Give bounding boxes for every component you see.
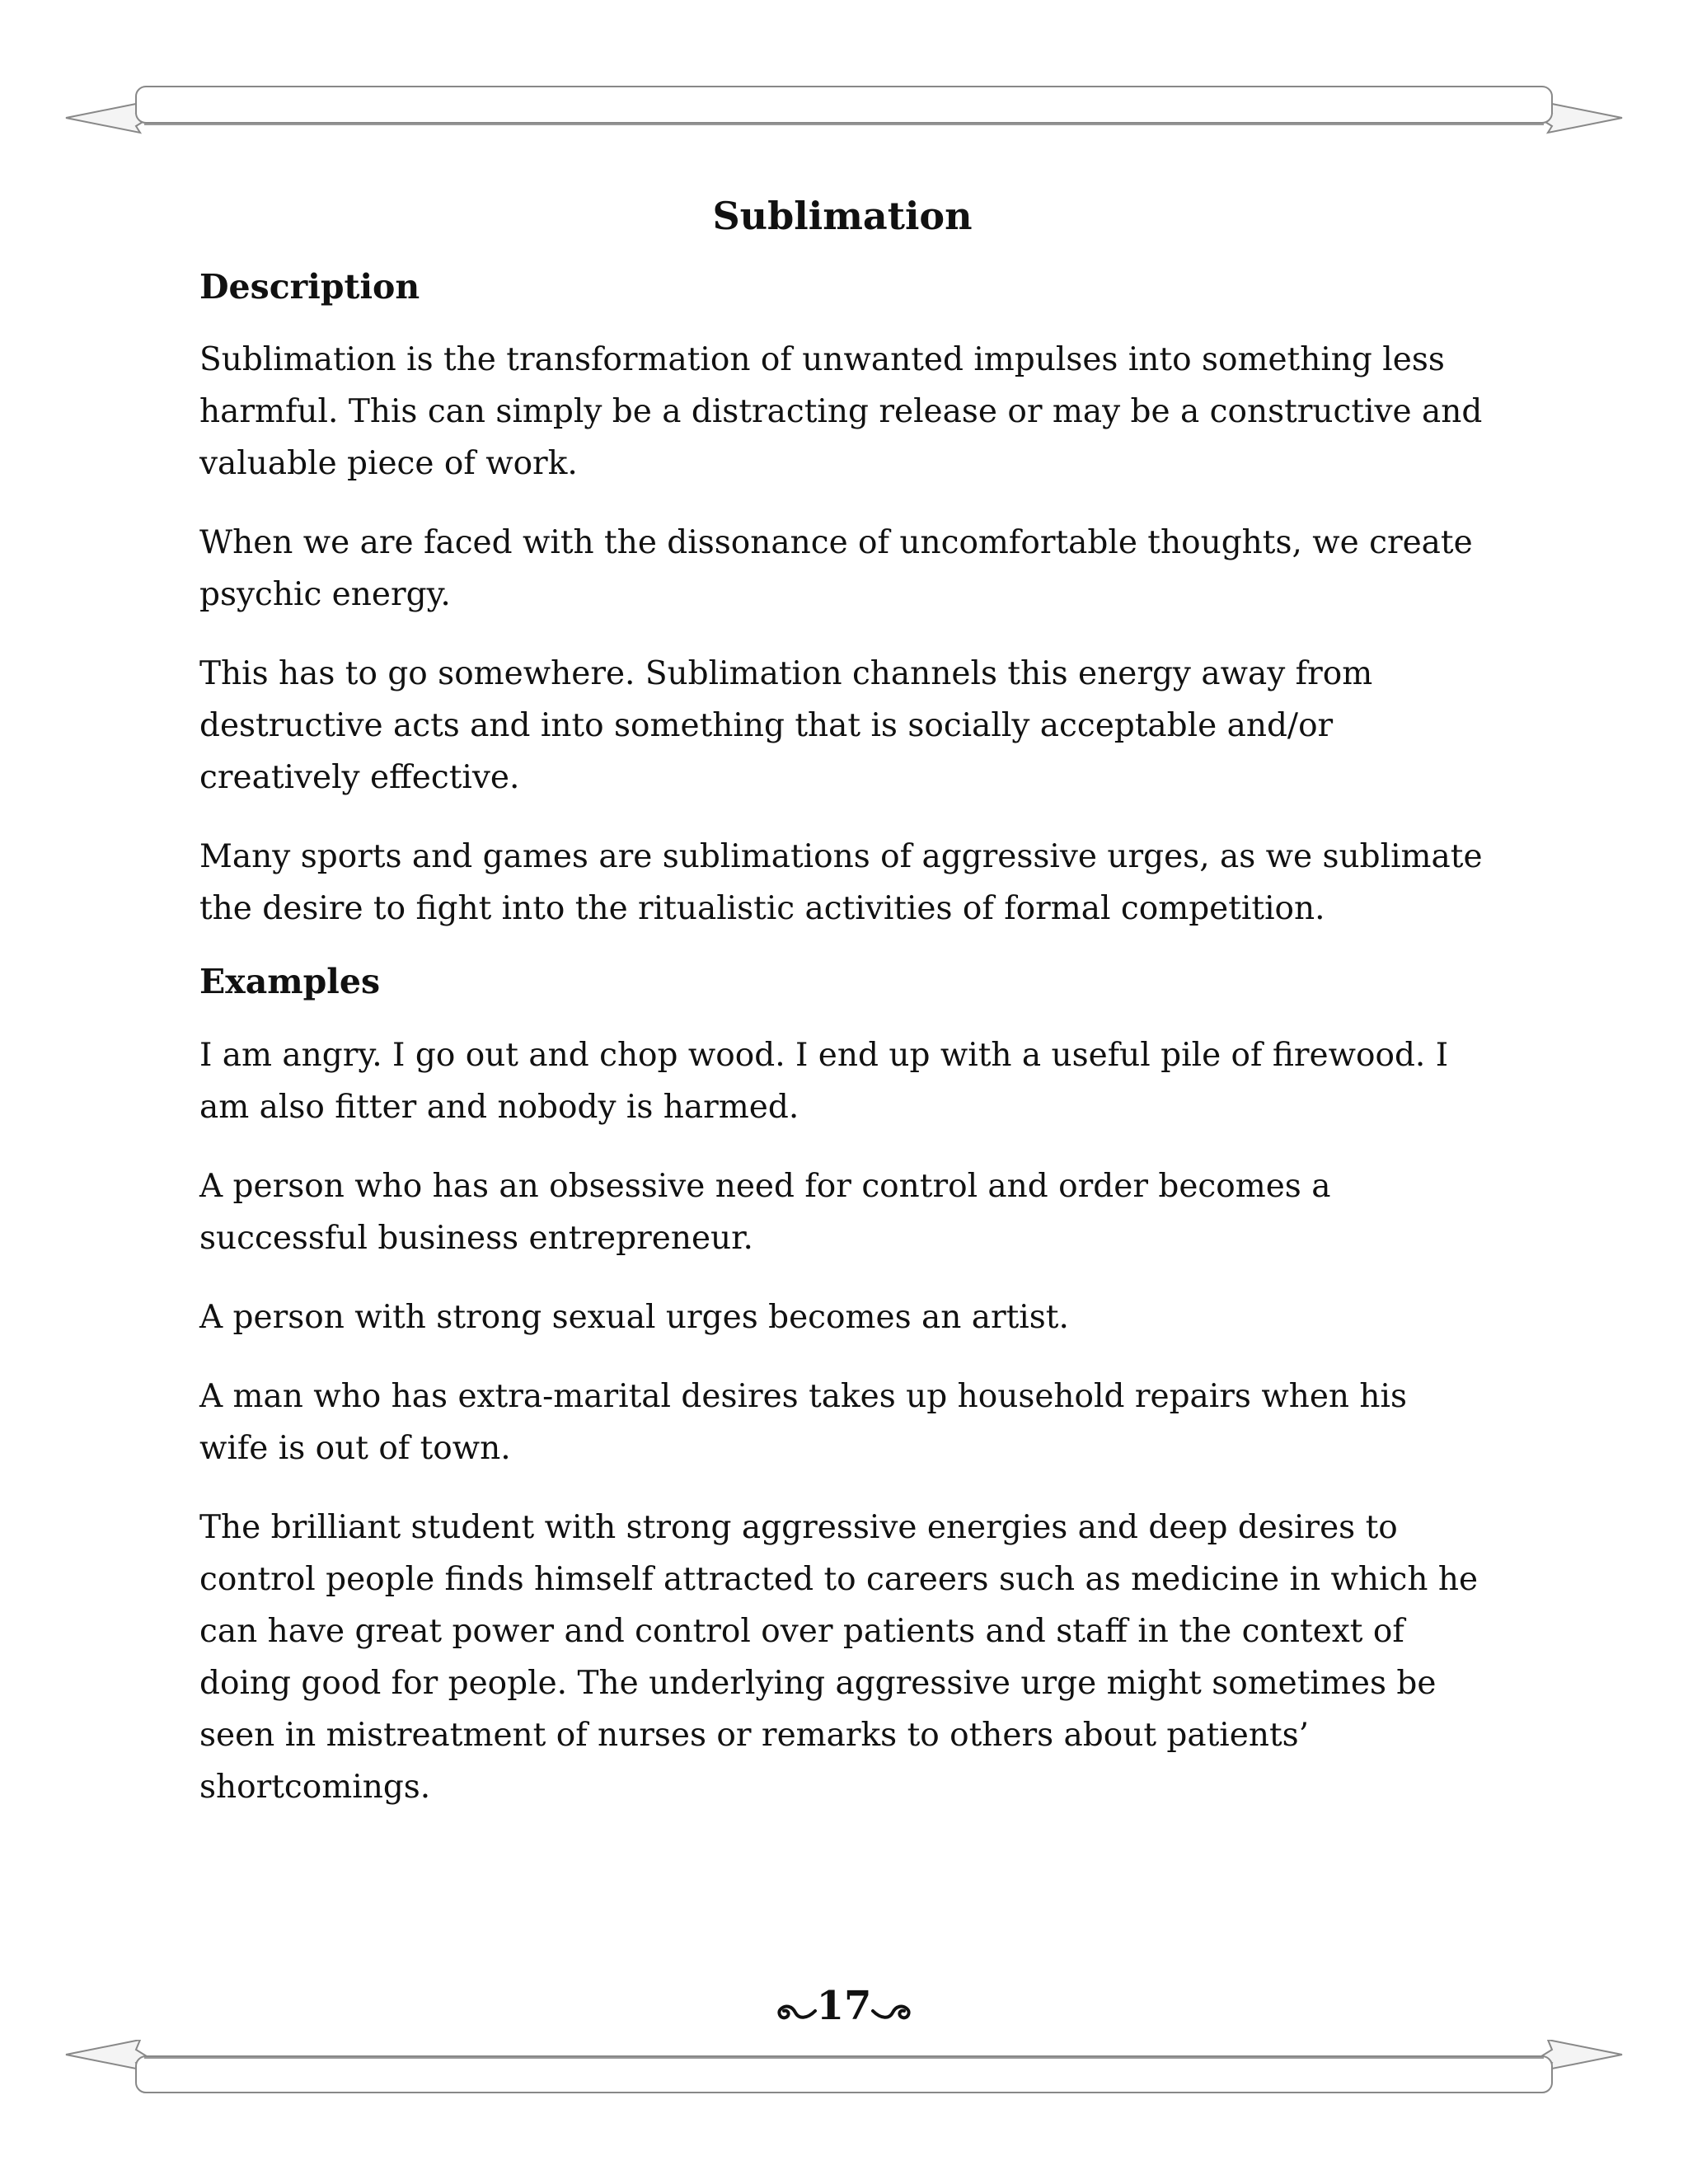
paragraph: I am angry. I go out and chop wood. I end up with a useful pile of firewood. I am also fitter and nobody is harmed. (199, 1036, 1449, 1126)
ornament-left-icon (774, 1994, 817, 2024)
page-number-text: 17 (816, 1983, 872, 2029)
section-heading-examples: Examples (199, 962, 381, 1002)
paragraph: Sublimation is the transformation of unwanted impulses into something less harmful. This can simply be a distracting release or may be a constructive and valuable piece of work. (199, 341, 1483, 483)
paragraph: When we are faced with the dissonance of uncomfortable thoughts, we create psychic energy. (199, 524, 1473, 614)
paragraph: A person with strong sexual urges becomes an artist. (199, 1298, 1069, 1336)
section-heading-description: Description (199, 267, 420, 307)
document-body (199, 194, 1485, 1840)
ornament-right-icon (871, 1994, 914, 2024)
paragraph: A man who has extra-marital desires takes up household repairs when his wife is out of town. (199, 1377, 1408, 1467)
top-scroll-banner (0, 78, 1688, 144)
paragraph: The brilliant student with strong aggressive energies and deep desires to control people finds himself attracted to careers such as medicine in which he can have great power and control over patients and staff in the context of doing good for people. The underlying aggressive urge might sometimes be seen in mistreatment of nurses or remarks to others about patients’ shortcomings. (199, 1508, 1479, 1806)
paragraph: This has to go somewhere. Sublimation channels this energy away from destructive acts and into something that is socially acceptable and/or creatively effective. (199, 655, 1373, 797)
paragraph: Many sports and games are sublimations of aggressive urges, as we sublimate the desire to fight into the ritualistic activities of formal competition. (199, 838, 1483, 928)
page-title: Sublimation (712, 194, 973, 238)
bottom-scroll-banner (0, 2040, 1688, 2106)
page-number (0, 1983, 1688, 2029)
paragraph: A person who has an obsessive need for control and order becomes a successful business entrepreneur. (199, 1167, 1331, 1257)
